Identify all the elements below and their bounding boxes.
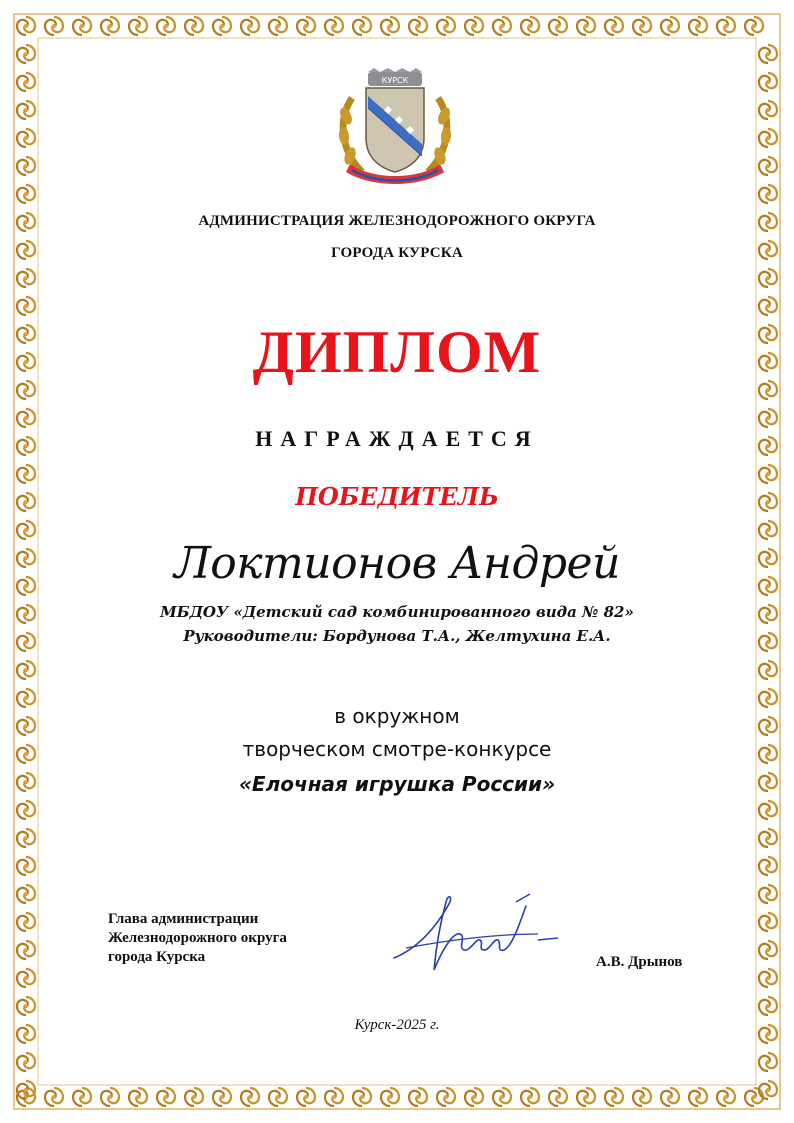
supervisors-line: Руководители: Бордунова Т.А., Желтухина Е.А. <box>183 627 611 645</box>
institution-name: МБДОУ «Детский сад комбинированного вида № 82» <box>160 603 634 621</box>
handwritten-signature <box>388 888 568 980</box>
recipient-name: Локтионов Андрей <box>174 538 620 589</box>
contest-line-1: в окружном <box>334 704 460 728</box>
emblem-ribbon-text: КУРСК <box>381 76 409 85</box>
signer-position-line-3: города Курска <box>108 949 206 965</box>
organization-line-2: ГОРОДА КУРСКА <box>331 245 463 261</box>
signer-position <box>108 910 287 967</box>
organization-line-1: АДМИНИСТРАЦИЯ ЖЕЛЕЗНОДОРОЖНОГО ОКРУГА <box>198 213 596 229</box>
contest-line-2: творческом смотре-конкурсе <box>242 737 552 761</box>
place-and-date: Курск-2025 г. <box>354 1017 440 1033</box>
coat-of-arms-emblem <box>332 68 458 186</box>
signer-position-line-1: Глава администрации <box>108 911 259 927</box>
signer-position-line-2: Железнодорожного округа <box>108 930 287 946</box>
awarded-heading: НАГРАЖДАЕТСЯ <box>255 426 539 451</box>
contest-name: «Елочная игрушка России» <box>238 772 556 796</box>
diploma-title: ДИПЛОМ <box>252 319 542 385</box>
award-place: ПОБЕДИТЕЛЬ <box>295 482 499 511</box>
signer-name: А.В. Дрынов <box>596 954 683 970</box>
